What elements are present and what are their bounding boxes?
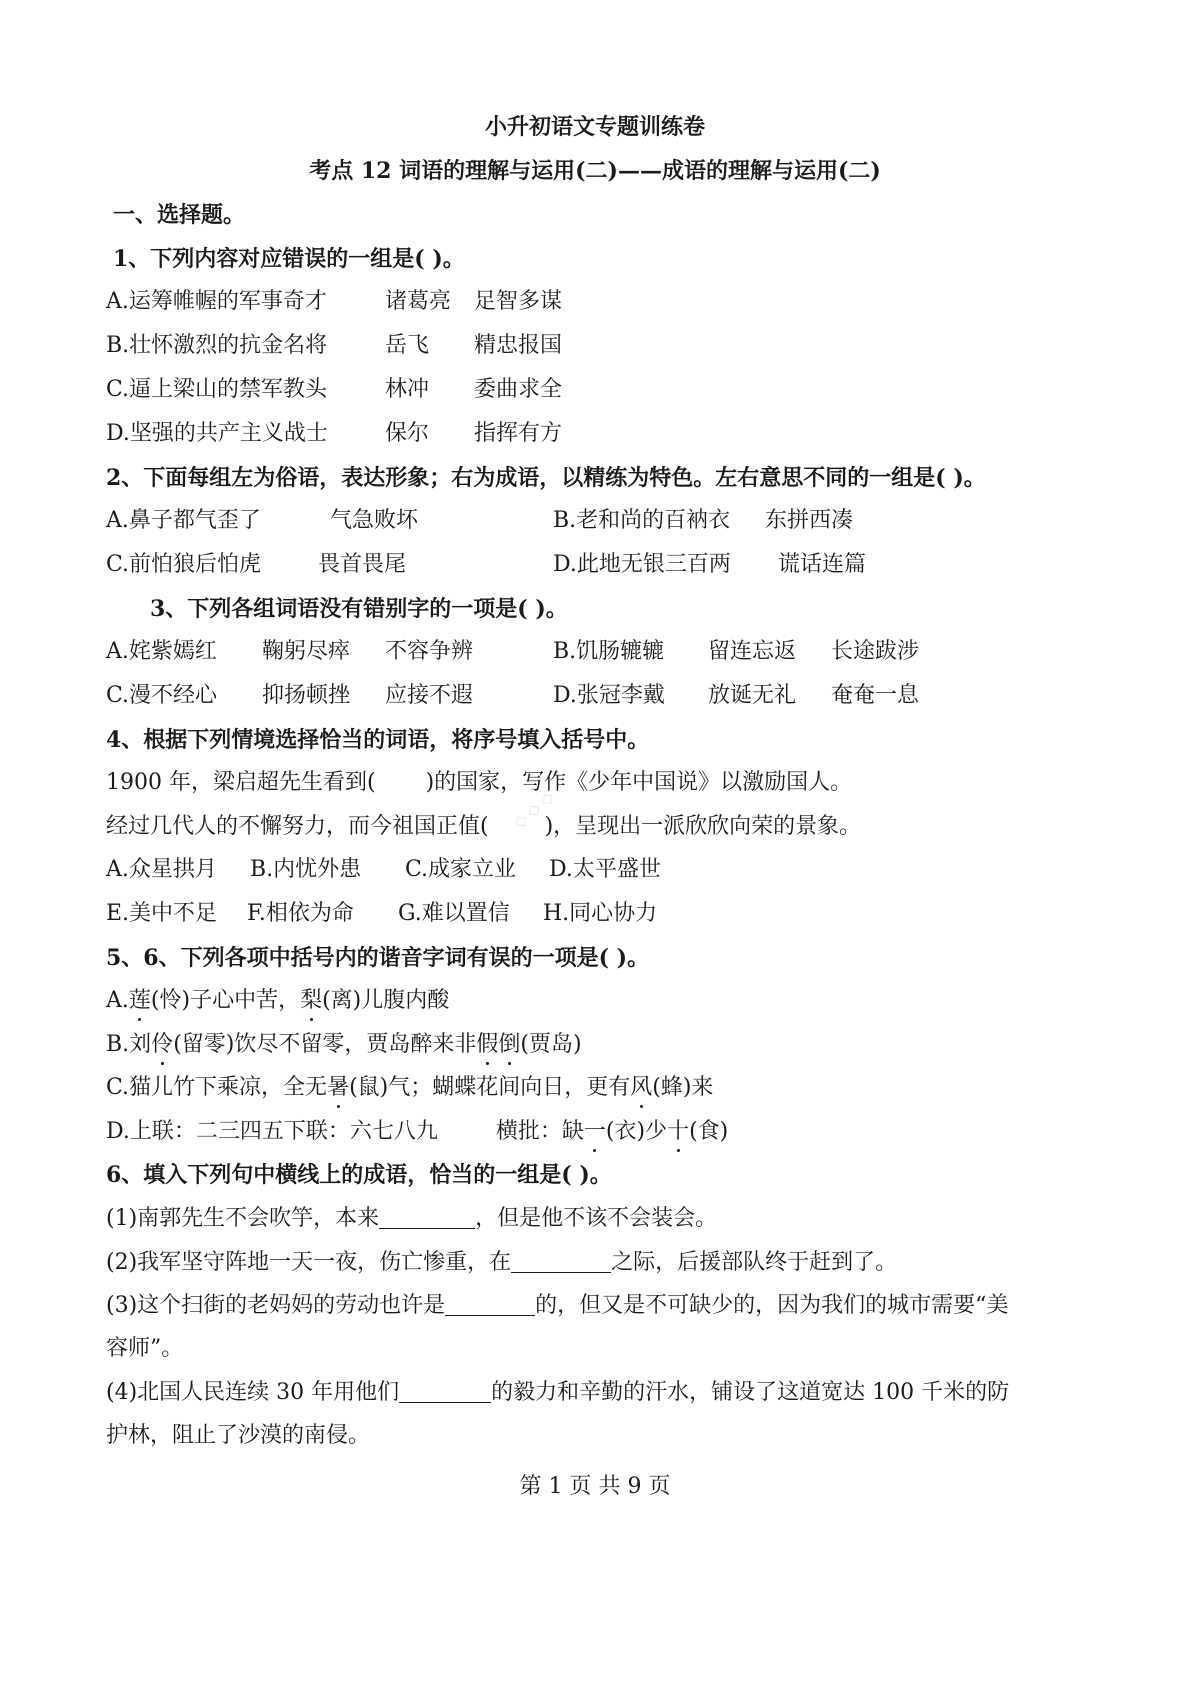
q5-option-a: A.莲(怜)子心中苦，梨(离)儿腹内酸 <box>106 986 449 1016</box>
q2-stem: 2、下面每组左为俗语，表达形象；右为成语，以精练为特色。左右意思不同的一组是( )。 <box>106 465 986 491</box>
q3-c-2: 抑扬顿挫 <box>262 683 351 708</box>
q3-c-3: 应接不遐 <box>385 683 474 708</box>
fill-blank[interactable] <box>379 1206 475 1229</box>
q6-sentence-4-cont: 护林，阻止了沙漠的南侵。 <box>106 1423 371 1448</box>
doc-title: 小升初语文专题训练卷 <box>484 114 705 140</box>
q4-opt-a: A.众星拱月 <box>106 857 217 882</box>
q4-opt-h: H.同心协力 <box>543 901 658 926</box>
q2-option-b: B.老和尚的百衲衣 <box>553 508 731 533</box>
q6-sentence-1: (1)南郭先生不会吹竽，本来 ，但是他不该不会装会。 <box>106 1206 718 1231</box>
q3-d-3: 奄奄一息 <box>831 683 920 708</box>
q6-sentence-4: (4)北国人民连续 30 年用他们 的毅力和辛勤的汗水，铺设了这道宽达 100 千米的防 <box>106 1380 1010 1405</box>
q6-sentence-3: (3)这个扫街的老妈妈的劳动也许是 的，但又是不可缺少的，因为我们的城市需要“美 <box>106 1293 1009 1318</box>
fill-blank[interactable] <box>399 1380 491 1403</box>
q4-stem: 4、根据下列情境选择恰当的词语，将序号填入括号中。 <box>106 727 650 753</box>
q4-sentence-1: 1900 年，梁启超先生看到( )的国家，写作《少年中国说》以激励国人。 <box>106 770 853 795</box>
q5-option-d: D.上联：二三四五下联：六七八九 横批：缺一(衣)少十(食) <box>106 1117 728 1147</box>
q4-sentence-2: 经过几代人的不懈努力，而今祖国正值( )，呈现出一派欣欣向荣的景象。 <box>106 814 862 839</box>
q5-stem: 5、6、下列各项中括号内的谐音字词有误的一项是( )。 <box>106 945 650 971</box>
q3-b-3: 长途跋涉 <box>831 639 920 664</box>
q4-opt-g: G.难以置信 <box>398 901 510 926</box>
q4-opt-c: C.成家立业 <box>405 857 517 882</box>
q3-d-2: 放诞无礼 <box>708 683 797 708</box>
q6-stem: 6、填入下列句中横线上的成语，恰当的一组是( )。 <box>106 1162 612 1188</box>
q2-option-a: A.鼻子都气歪了 <box>106 508 261 533</box>
q3-a-1: A.姹紫嫣红 <box>106 639 217 664</box>
q5-option-b: B.刘伶(留零)饮尽不留零，贾岛醉来非假倒(贾岛) <box>106 1030 582 1060</box>
q4-opt-f: F.相依为命 <box>247 901 354 926</box>
q1-stem: 1、下列内容对应错误的一组是( )。 <box>113 246 465 272</box>
document-page: 小升初语文专题训练卷 考点 12 词语的理解与运用(二)——成语的理解与运用(二) 一、选择题。 1、下列内容对应错误的一组是( )。 A.运筹帷幄的军事奇才 诸葛亮 足智多谋 B.壮怀激烈的抗金名将 岳飞 精忠报国 C.逼上梁山的禁军教头 林冲 委曲求全 D.坚强的共产主义战士 保尔 指挥有方 2、下面每组左为俗语，表达形象；右为成语，以精练为特色。左右意思不同的一组是( )。 A.鼻子都气歪了 气急败坏 B.老和尚的百衲衣 东拼西凑 C.前怕狼后怕虎 畏首畏尾 D.此地无银三百两 谎话连篇 3、下列各组词语没有错别字的一项是( )。 A.姹紫嫣红 鞠躬尽瘁 不容争辨 B.饥肠辘辘 留连忘返 长途跋涉 C.漫不经心 抑扬顿挫 应接不遐 D.张冠李戴 放诞无礼 奄奄一息 4、根据下列情境选择恰当的词语，将序号填入括号中。 1900 年，梁启超先生看到( )的国家，写作《少年中国说》以激励国人。 经过几代人的不懈努力，而今祖国正值( )，呈现出一派欣欣向荣的景象。 A.众星拱月 B.内忧外患 C.成家立业 D.太平盛世 E.美中不足 F.相依为命 G.难以置信 H.同心协力 ◇ ◇ ◇ 5、6、下列各项中括号内的谐音字词有误的一项是( )。 A.莲(怜)子心中苦，梨(离)儿腹内酸 B.刘伶(留零)饮尽不留零，贾岛醉来非假倒(贾岛) C.猫儿竹下乘凉，全无暑(鼠)气；蝴蝶花间向日，更有风(蜂)来 D.上联：二三四五下联：六七八九 横批：缺一(衣)少十(食) 6、填入下列句中横线上的成语，恰当的一组是( )。 (1)南郭先生不会吹竽，本来 ，但是他不该不会装会。 (2)我军坚守阵地一天一夜，伤亡惨重，在 之际，后援部队终于赶到了。 (3)这个扫街的老妈妈的劳动也许是 的，但又是不可缺少的，因为我们的城市需要“美 容师”。 (4)北国人民连续 30 年用他们 的毅力和辛勤的汗水，铺设了这道宽达 100 千米的防 护林，阻止了沙漠的南侵。 第 1 页 共 9 页 <box>0 0 1190 1682</box>
fill-blank[interactable] <box>445 1293 535 1316</box>
q4-opt-d: D.太平盛世 <box>549 857 661 882</box>
q2-option-d: D.此地无银三百两 <box>553 552 731 577</box>
q3-a-2: 鞠躬尽瘁 <box>262 639 351 664</box>
q6-sentence-2: (2)我军坚守阵地一天一夜，伤亡惨重，在 之际，后援部队终于赶到了。 <box>106 1250 898 1275</box>
doc-subtitle: 考点 12 词语的理解与运用(二)——成语的理解与运用(二) <box>309 158 881 184</box>
page-footer: 第 1 页 共 9 页 <box>519 1474 671 1499</box>
q4-opt-e: E.美中不足 <box>106 901 218 926</box>
q2-option-b-idiom: 东拼西凑 <box>765 508 854 533</box>
q2-option-c-idiom: 畏首畏尾 <box>318 552 407 577</box>
section-heading: 一、选择题。 <box>113 202 246 228</box>
q3-d-1: D.张冠李戴 <box>553 683 665 708</box>
q2-option-a-idiom: 气急败坏 <box>330 508 419 533</box>
q3-c-1: C.漫不经心 <box>106 683 218 708</box>
q4-opt-b: B.内忧外患 <box>250 857 362 882</box>
q3-b-1: B.饥肠辘辘 <box>553 639 665 664</box>
q3-b-2: 留连忘返 <box>708 639 797 664</box>
q6-sentence-3-cont: 容师”。 <box>106 1336 184 1361</box>
fill-blank[interactable] <box>511 1250 611 1273</box>
q5-option-c: C.猫儿竹下乘凉，全无暑(鼠)气；蝴蝶花间向日，更有风(蜂)来 <box>106 1073 713 1103</box>
q3-stem: 3、下列各组词语没有错别字的一项是( )。 <box>150 596 568 622</box>
q2-option-c: C.前怕狼后怕虎 <box>106 552 262 577</box>
watermark: ◇ ◇ ◇ <box>509 787 558 832</box>
q3-a-3: 不容争辨 <box>385 639 474 664</box>
q2-option-d-idiom: 谎话连篇 <box>778 552 867 577</box>
